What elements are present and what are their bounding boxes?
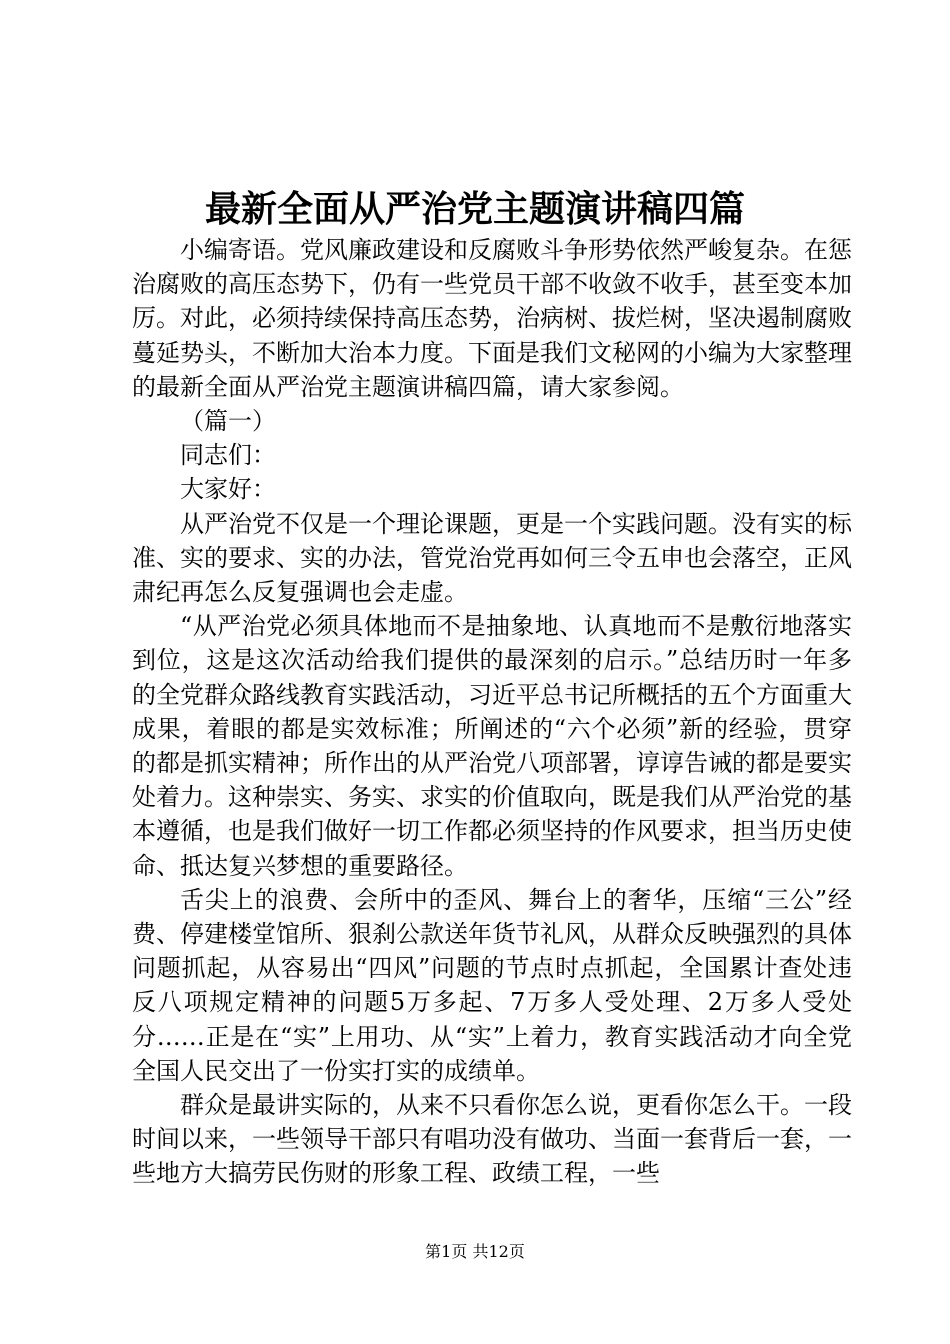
paragraph-section-heading: （篇一） bbox=[180, 407, 276, 436]
document-body bbox=[132, 233, 852, 1191]
paragraph-body: 群众是最讲实际的，从来不只看你怎么说，更看你怎么干。一段时间以来，一些领导干部只有唱功没有做功、当面一套背后一套，一些地方大搞劳民伤财的形象工程、政绩工程，一些 bbox=[132, 1091, 852, 1188]
paragraph-body: 从严治党不仅是一个理论课题，更是一个实践问题。没有实的标准、实的要求、实的办法，管党治党再如何三令五申也会落空，正风肃纪再怎么反复强调也会走虚。 bbox=[132, 509, 852, 607]
paragraph-salutation: 同志们： bbox=[180, 441, 276, 470]
paragraph-body: 舌尖上的浪费、会所中的歪风、舞台上的奢华，压缩“三公”经费、停建楼堂馆所、狠刹公款送年货节礼风，从群众反映强烈的具体问题抓起，从容易出“四风”问题的节点时点抓起，全国累计查处违反八项规定精神的问题5万多起、7万多人受处理、2万多人受处分……正是在“实”上用功、从“实”上着力，教育实践活动才向全党全国人民交出了一份实打实的成绩单。 bbox=[132, 885, 852, 1085]
paragraph-intro: 小编寄语。党风廉政建设和反腐败斗争形势依然严峻复杂。在惩治腐败的高压态势下，仍有一些党员干部不收敛不收手，甚至变本加厉。对此，必须持续保持高压态势，治病树、拔烂树，坚决遏制腐败蔓延势头，不断加大治本力度。下面是我们文秘网的小编为大家整理的最新全面从严治党主题演讲稿四篇，请大家参阅。 bbox=[132, 236, 852, 401]
page-number: 第1页 bbox=[425, 1242, 468, 1261]
page-footer bbox=[0, 1240, 950, 1264]
paragraph-greeting: 大家好： bbox=[180, 475, 276, 504]
page-total: 共12页 bbox=[472, 1242, 525, 1261]
document-title: 最新全面从严治党主题演讲稿四篇 bbox=[204, 188, 745, 230]
paragraph-body: “从严治党必须具体地而不是抽象地、认真地而不是敷衍地落实到位，这是这次活动给我们提供的最深刻的启示。”总结历时一年多的全党群众路线教育实践活动，习近平总书记所概括的五个方面重大成果，着眼的都是实效标准；所阐述的“六个必须”新的经验，贯穿的都是抓实精神；所作出的从严治党八项部署，谆谆告诫的都是要实处着力。这种崇实、务实、求实的价值取向，既是我们从严治党的基本遵循，也是我们做好一切工作都必须坚持的作风要求，担当历史使命、抵达复兴梦想的重要路径。 bbox=[132, 612, 852, 880]
